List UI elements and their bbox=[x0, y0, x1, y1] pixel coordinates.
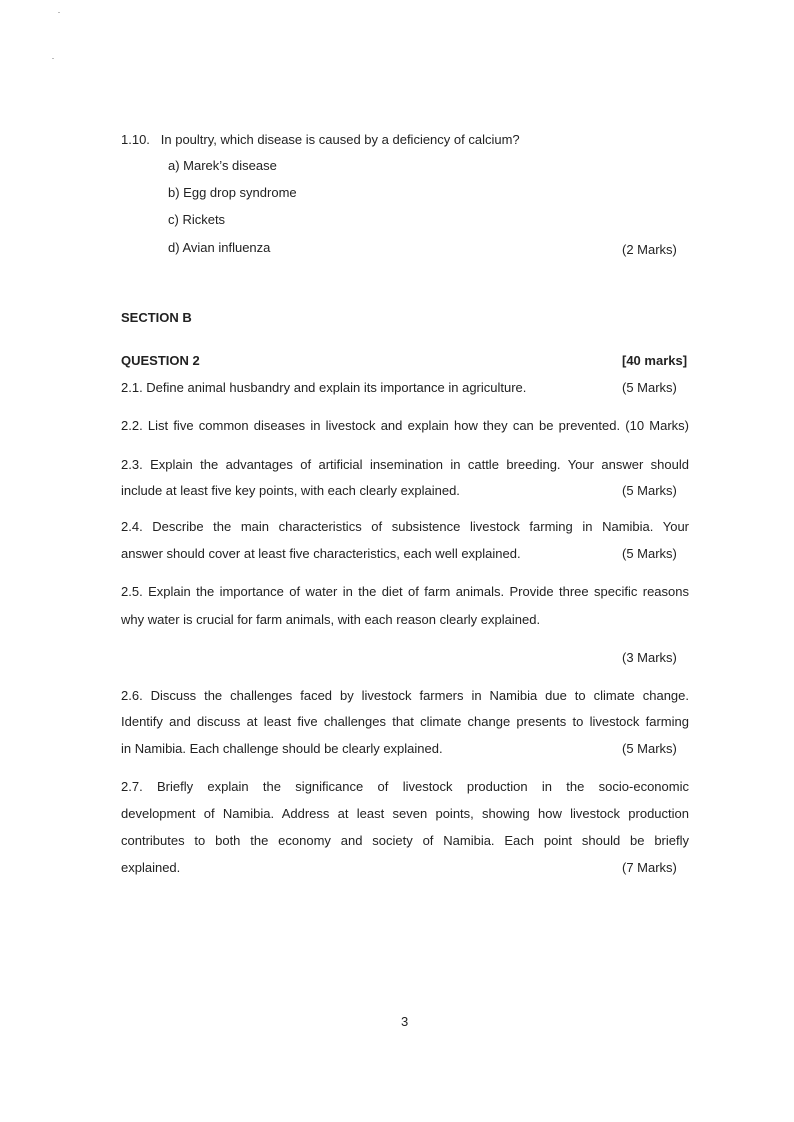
marks-1-10: (2 Marks) bbox=[622, 242, 677, 257]
q2-7-line: development of Namibia. Address at least seven points, showing how livestock production bbox=[121, 806, 689, 821]
q2-5-marks: (3 Marks) bbox=[622, 650, 677, 665]
question-2-title: QUESTION 2 bbox=[121, 353, 200, 368]
q2-1: 2.1. Define animal husbandry and explain its importance in agriculture. bbox=[121, 380, 527, 395]
q2-4-line: 2.4. Describe the main characteristics of subsistence livestock farming in Namibia. Your bbox=[121, 519, 689, 534]
question-2-marks: [40 marks] bbox=[622, 353, 688, 368]
question-1-10 bbox=[121, 132, 689, 148]
section-heading: SECTION B bbox=[121, 310, 192, 325]
q2-4-marks: (5 Marks) bbox=[622, 546, 677, 561]
q2-6-line: Identify and discuss at least five challenges that climate change presents to livestock farming bbox=[121, 714, 689, 729]
question-number: 1.10. bbox=[121, 132, 150, 147]
q2-3-line: include at least five key points, with each clearly explained. bbox=[121, 483, 460, 498]
q2-6-line: 2.6. Discuss the challenges faced by livestock farmers in Namibia due to climate change. bbox=[121, 688, 689, 703]
q2-1-marks: (5 Marks) bbox=[622, 380, 677, 395]
q2-6-marks: (5 Marks) bbox=[622, 741, 677, 756]
q2-7-line: 2.7. Briefly explain the significance of livestock production in the socio-economic bbox=[121, 779, 689, 794]
q2-4-line: answer should cover at least five characteristics, each well explained. bbox=[121, 546, 521, 561]
option-c: c) Rickets bbox=[168, 212, 226, 227]
q2-7-line: explained. bbox=[121, 860, 181, 875]
option-b: b) Egg drop syndrome bbox=[168, 185, 297, 200]
page-number: 3 bbox=[401, 1014, 409, 1029]
scan-speck bbox=[58, 12, 60, 13]
q2-7-line: contributes to both the economy and society of Namibia. Each point should be briefly bbox=[121, 833, 689, 848]
q2-6-line: in Namibia. Each challenge should be clearly explained. bbox=[121, 741, 443, 756]
q2-2: 2.2. List five common diseases in livestock and explain how they can be prevented. (10 Marks) bbox=[121, 418, 689, 433]
q2-5-line: why water is crucial for farm animals, with each reason clearly explained. bbox=[121, 612, 541, 627]
q2-3-line: 2.3. Explain the advantages of artificial insemination in cattle breeding. Your answer should bbox=[121, 457, 689, 472]
option-a: a) Marek’s disease bbox=[168, 158, 277, 173]
q2-7-marks: (7 Marks) bbox=[622, 860, 677, 875]
q2-3-marks: (5 Marks) bbox=[622, 483, 677, 498]
q2-5-line: 2.5. Explain the importance of water in the diet of farm animals. Provide three specific reasons bbox=[121, 584, 689, 599]
option-d: d) Avian influenza bbox=[168, 240, 271, 255]
question-text: In poultry, which disease is caused by a deficiency of calcium? bbox=[160, 132, 520, 147]
scan-speck bbox=[52, 58, 54, 59]
